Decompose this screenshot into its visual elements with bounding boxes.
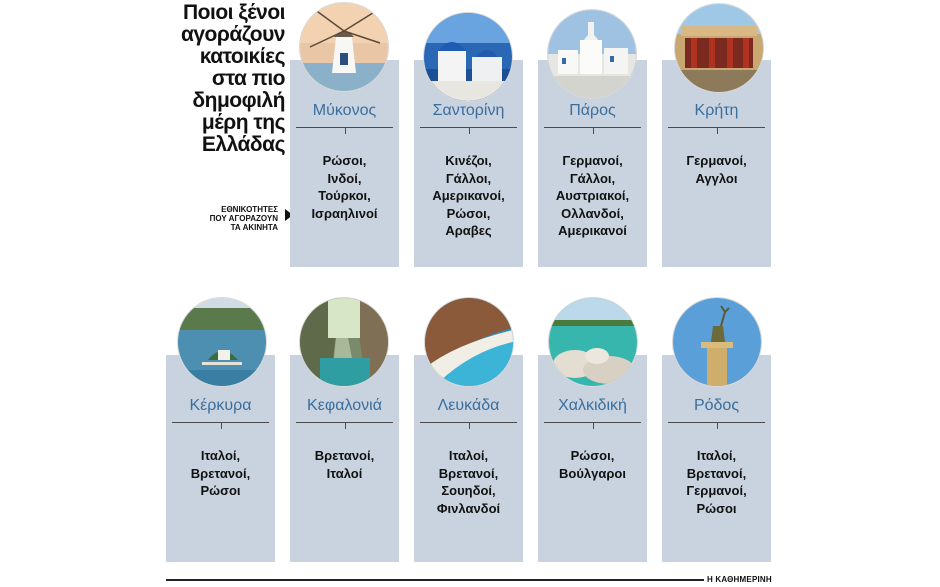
nationality: Ιταλοί,	[696, 448, 737, 463]
nationality: Αμερικανοί,	[432, 188, 505, 203]
windmill-photo-icon	[300, 3, 388, 91]
card-kefalonia	[290, 355, 399, 562]
nationality: Γερμανοί,	[686, 483, 747, 498]
place-name: Κέρκυρα	[189, 397, 252, 414]
knossos-photo-icon	[675, 4, 763, 92]
divider-tick	[717, 423, 718, 429]
cave-lake-photo-icon	[300, 298, 388, 386]
nationality: Βρετανοί,	[686, 465, 747, 481]
headline-line: δημοφιλή	[192, 89, 285, 112]
nationality: Σουηδοί,	[441, 483, 496, 498]
nationalities-list	[662, 447, 771, 517]
divider-tick	[345, 423, 346, 429]
nationality: Βρετανοί,	[314, 448, 375, 463]
nationalities-list	[290, 152, 399, 222]
nationality: Ρώσοι,	[570, 448, 615, 463]
nationalities-list	[538, 447, 647, 482]
divider-tick	[221, 423, 222, 429]
nationality: Γάλλοι,	[445, 170, 492, 186]
rocky-coast-photo-icon	[549, 298, 637, 386]
card-mykonos	[290, 60, 399, 267]
place-name: Σαντορίνη	[432, 102, 505, 119]
nationality: Τούρκοι,	[318, 188, 371, 203]
legend-line: ΤΑ ΑΚΙΝΗΤΑ	[230, 223, 278, 232]
place-name: Ρόδος	[693, 397, 740, 414]
publisher-credit: Η ΚΑΘΗΜΕΡΙΝΗ	[707, 575, 772, 584]
headline-line: στα πιο	[211, 67, 285, 90]
footer-rule	[166, 579, 704, 581]
nationalities-list	[166, 447, 275, 500]
divider-tick	[469, 128, 470, 134]
nationality: Ισραηλινοί	[311, 205, 378, 221]
legend-line: ΠΟΥ ΑΓΟΡΑΖΟΥΝ	[209, 214, 278, 223]
island-monastery-photo-icon	[178, 298, 266, 386]
nationality: Ινδοί,	[327, 170, 362, 186]
place-name: Χαλκιδική	[558, 397, 627, 414]
divider-tick	[593, 423, 594, 429]
nationality: Αυστριακοί,	[555, 188, 630, 203]
divider-tick	[345, 128, 346, 134]
nationality: Ρώσοι	[200, 483, 241, 498]
nationalities-legend	[180, 205, 278, 232]
nationalities-list	[414, 152, 523, 240]
headline-line: Ελλάδας	[201, 133, 285, 156]
nationality: Αραβες	[445, 223, 492, 238]
headline-line: κατοικίες	[199, 45, 285, 68]
divider-tick	[593, 128, 594, 134]
page-title	[150, 2, 285, 156]
nationality: Ρώσοι	[696, 500, 737, 516]
nationality: Ιταλοί	[326, 465, 363, 481]
blue-dome-photo-icon	[424, 13, 512, 101]
place-name: Κεφαλονιά	[307, 397, 382, 414]
nationality: Βούλγαροι	[559, 465, 626, 481]
nationality: Γερμανοί,	[686, 153, 747, 168]
card-chalkidiki	[538, 355, 647, 562]
nationality: Αμερικανοί	[558, 223, 627, 238]
white-town-photo-icon	[548, 10, 636, 98]
card-corfu	[166, 355, 275, 562]
place-name: Λευκάδα	[437, 397, 500, 414]
nationality: Βρετανοί,	[190, 465, 251, 481]
place-name: Πάρος	[569, 102, 616, 119]
headline-line: αγοράζουν	[180, 23, 285, 46]
place-name: Κρήτη	[694, 102, 739, 119]
deer-statue-photo-icon	[673, 298, 761, 386]
card-lefkada	[414, 355, 523, 562]
nationality: Φινλανδοί	[436, 500, 501, 516]
legend-line: ΕΘΝΙΚΟΤΗΤΕΣ	[221, 205, 278, 214]
card-rhodes	[662, 355, 771, 562]
nationality: Κινέζοι,	[445, 153, 492, 168]
divider-tick	[469, 423, 470, 429]
nationalities-list	[662, 152, 771, 187]
nationalities-list	[290, 447, 399, 482]
nationalities-list	[538, 152, 647, 240]
nationality: Ολλανδοί,	[561, 205, 624, 221]
headline-line: Ποιοι ξένοι	[183, 1, 285, 24]
nationality: Γάλλοι,	[569, 170, 616, 186]
place-name: Μύκονος	[312, 102, 377, 119]
nationality: Γερμανοί,	[562, 153, 623, 168]
nationality: Αγγλοι	[695, 170, 738, 186]
divider-tick	[717, 128, 718, 134]
nationality: Ρώσοι,	[322, 153, 367, 168]
nationality: Ιταλοί,	[200, 448, 241, 463]
nationality: Ιταλοί,	[448, 448, 489, 463]
nationality: Ρώσοι,	[446, 205, 491, 221]
headline-line: μέρη της	[201, 111, 285, 134]
nationality: Βρετανοί,	[438, 465, 499, 481]
nationalities-list	[414, 447, 523, 517]
beach-photo-icon	[425, 298, 513, 386]
